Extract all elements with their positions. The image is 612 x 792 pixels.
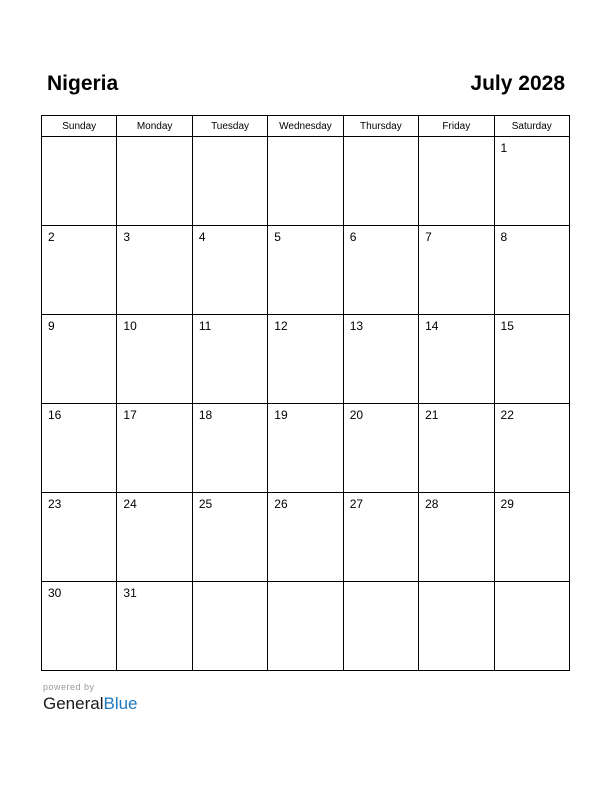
day-number: 12: [274, 319, 288, 333]
month-year-title: July 2028: [470, 72, 565, 95]
brand-name-general: General: [43, 694, 104, 713]
day-number: 21: [425, 408, 439, 422]
day-number: 23: [48, 497, 62, 511]
day-cell: [268, 582, 343, 671]
day-cell: [494, 226, 569, 315]
day-cell: [343, 582, 418, 671]
day-cell: [268, 137, 343, 226]
day-number: [117, 137, 191, 141]
day-cell: [343, 226, 418, 315]
day-number: 27: [349, 497, 364, 511]
week-row: [42, 493, 570, 582]
day-cell: [117, 226, 192, 315]
day-cell: [117, 137, 192, 226]
day-number: 22: [500, 408, 514, 422]
day-cell: [268, 226, 343, 315]
weekday-header-row: [42, 116, 570, 137]
day-number: 4: [198, 230, 206, 244]
day-number: 15: [500, 319, 514, 333]
weekday-monday: Monday: [117, 116, 192, 137]
day-number: 20: [349, 408, 364, 422]
day-number: [42, 137, 116, 141]
week-row: [42, 315, 570, 404]
day-number: 9: [48, 319, 55, 333]
day-number: 6: [349, 230, 357, 244]
day-number: 31: [123, 586, 137, 600]
day-cell: [494, 137, 569, 226]
day-number: 26: [274, 497, 288, 511]
day-number: 28: [425, 497, 439, 511]
day-number: 13: [349, 319, 364, 333]
day-number: 5: [274, 230, 281, 244]
day-number: 8: [500, 230, 508, 244]
weekday-sunday: Sunday: [42, 116, 117, 137]
day-cell: [343, 493, 418, 582]
footer-branding: [43, 682, 138, 714]
day-number: 7: [425, 230, 432, 244]
calendar-grid: [41, 115, 570, 671]
day-number: 24: [123, 497, 137, 511]
day-number: [495, 582, 569, 586]
day-cell: [192, 404, 267, 493]
day-cell: [42, 493, 117, 582]
brand-logo[interactable]: [43, 694, 138, 714]
day-cell: [419, 226, 494, 315]
day-cell: [42, 582, 117, 671]
day-cell: [343, 137, 418, 226]
day-number: 19: [274, 408, 288, 422]
day-cell: [192, 582, 267, 671]
day-cell: [268, 315, 343, 404]
day-number: 2: [48, 230, 55, 244]
day-number: [419, 137, 493, 141]
country-title: Nigeria: [47, 72, 119, 95]
day-cell: [419, 582, 494, 671]
day-cell: [419, 404, 494, 493]
day-cell: [419, 493, 494, 582]
day-number: 18: [198, 408, 213, 422]
day-number: 11: [198, 319, 212, 333]
day-number: 17: [123, 408, 137, 422]
day-number: [193, 137, 267, 141]
day-cell: [192, 226, 267, 315]
weekday-wednesday: Wednesday: [268, 116, 343, 137]
day-cell: [192, 493, 267, 582]
day-cell: [117, 493, 192, 582]
day-cell: [42, 404, 117, 493]
day-cell: [268, 493, 343, 582]
day-cell: [42, 137, 117, 226]
day-cell: [42, 226, 117, 315]
day-number: [268, 582, 342, 586]
day-number: [193, 582, 267, 586]
weekday-thursday: Thursday: [343, 116, 418, 137]
day-cell: [192, 315, 267, 404]
day-number: 30: [48, 586, 62, 600]
day-number: 10: [123, 319, 137, 333]
day-cell: [494, 404, 569, 493]
day-number: 25: [198, 497, 213, 511]
weekday-friday: Friday: [419, 116, 494, 137]
day-cell: [494, 315, 569, 404]
day-cell: [343, 404, 418, 493]
brand-name-blue: Blue: [103, 694, 138, 713]
day-cell: [192, 137, 267, 226]
week-row: [42, 582, 570, 671]
weekday-saturday: Saturday: [494, 116, 569, 137]
day-number: [419, 582, 493, 586]
weekday-tuesday: Tuesday: [192, 116, 267, 137]
day-cell: [494, 493, 569, 582]
day-number: 29: [500, 497, 514, 511]
day-cell: [343, 315, 418, 404]
day-number: 3: [123, 230, 131, 244]
day-number: [268, 137, 342, 141]
day-number: 14: [425, 319, 439, 333]
day-number: 1: [500, 141, 508, 155]
day-cell: [117, 404, 192, 493]
day-cell: [419, 315, 494, 404]
day-cell: [117, 582, 192, 671]
week-row: [42, 404, 570, 493]
day-cell: [42, 315, 117, 404]
week-row: [42, 137, 570, 226]
day-cell: [268, 404, 343, 493]
day-cell: [117, 315, 192, 404]
day-cell: [494, 582, 569, 671]
day-number: [344, 582, 418, 586]
day-cell: [419, 137, 494, 226]
powered-by-text: powered by: [43, 682, 95, 692]
day-number: 16: [48, 408, 62, 422]
week-row: [42, 226, 570, 315]
day-number: [344, 137, 418, 141]
